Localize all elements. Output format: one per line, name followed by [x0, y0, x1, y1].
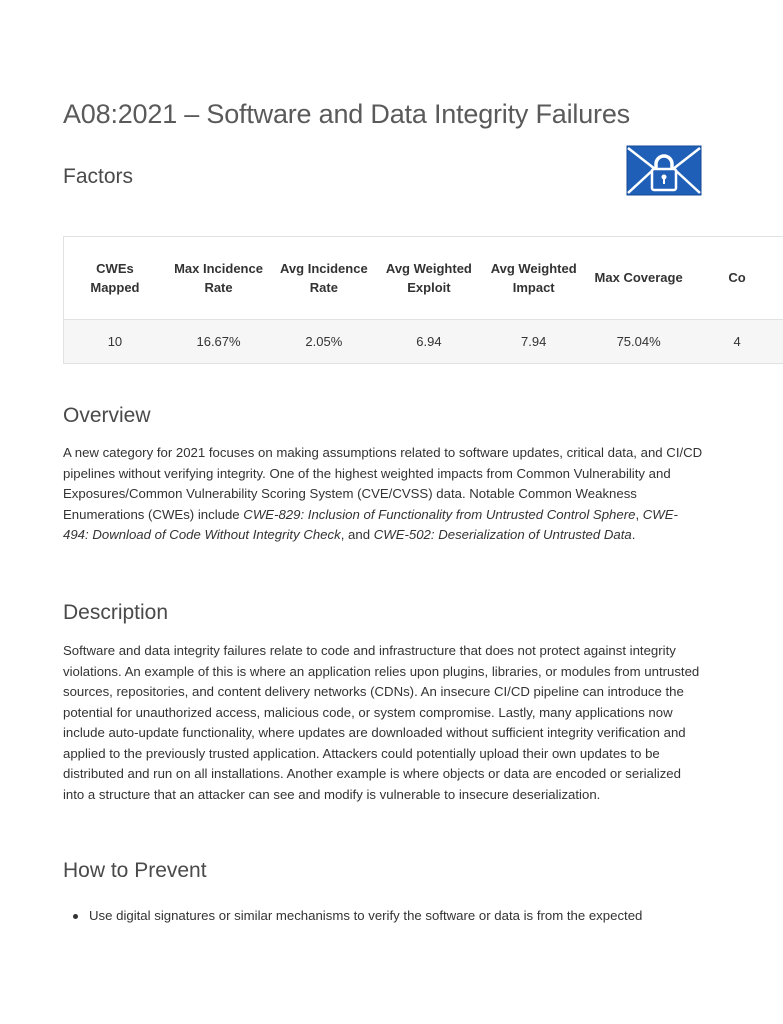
page-title: A08:2021 – Software and Data Integrity Failures	[63, 99, 630, 129]
description-paragraph: Software and data integrity failures relate to code and infrastructure that does not protect against integrity violations. An example of this is where an application relies upon plugins, libraries, or modules from untrusted sources, repositories, and content delivery networks (CDNs). An insecure CI/CD pipeline can introduce the potential for unauthorized access, malicious code, or system compromise. Lastly, many applications now include auto-update functionality, where updates are downloaded without sufficient integrity verification and applied to the previously trusted application. Attackers could potentially upload their own updates to be distributed and run on all installations. Another example is where objects or data are encoded or serialized into a structure that an attacker can see and modify is vulnerable to insecure deserialization.	[63, 643, 700, 802]
table-cell: 10	[64, 320, 166, 364]
table-cell: 75.04%	[586, 320, 691, 364]
bullet-icon	[73, 914, 78, 919]
factors-table	[63, 236, 746, 364]
how-to-prevent-heading: How to Prevent	[63, 859, 207, 882]
envelope-lock-icon	[627, 146, 701, 195]
table-header-cell: Avg Incidence Rate	[271, 237, 376, 320]
table-cell: 6.94	[377, 320, 482, 364]
table-header-cell: Max Coverage	[586, 237, 691, 320]
list-item	[63, 906, 703, 927]
cwe-829-reference: CWE-829: Inclusion of Functionality from Untrusted Control Sphere	[243, 506, 636, 522]
factors-heading: Factors	[63, 165, 134, 188]
table-header-cell: CWEs Mapped	[64, 237, 166, 320]
overview-heading: Overview	[63, 404, 151, 427]
cwe-494-reference: CWE-494: Download of Code Without Integrity Check	[63, 506, 678, 542]
table-cell: 4	[691, 320, 783, 364]
table-cell: 7.94	[481, 320, 586, 364]
table-header-row	[64, 237, 783, 320]
overview-separator: ,	[635, 506, 643, 522]
overview-separator: , and	[340, 527, 374, 542]
table-cell: 16.67%	[166, 320, 271, 364]
cwe-502-reference: CWE-502: Deserialization of Untrusted Data	[373, 527, 632, 542]
description-heading: Description	[63, 601, 169, 624]
table-header-cell: Avg Weighted Exploit	[377, 237, 482, 320]
table-cell: 2.05%	[271, 320, 376, 364]
overview-text: A new category for 2021 focuses on making assumptions related to software updates, critical data, and CI/CD pipelines without verifying integrity. One of the highest weighted impacts from Common Vulnerability and Exposures/Common Vulnerability Scoring System (CVE/CVSS) data. Notable Common Weakness Enumerations (CWEs) include	[63, 445, 703, 522]
table-header-cell: Max Incidence Rate	[166, 237, 271, 320]
table-header-cell: Avg Weighted Impact	[481, 237, 586, 320]
table-row	[64, 320, 783, 364]
prevent-list	[63, 906, 703, 927]
overview-paragraph	[63, 443, 703, 546]
table-header-cell: Co	[691, 237, 783, 320]
overview-end: .	[631, 527, 636, 542]
list-item-text: Use digital signatures or similar mechanisms to verify the software or data is from the expected	[89, 908, 643, 923]
